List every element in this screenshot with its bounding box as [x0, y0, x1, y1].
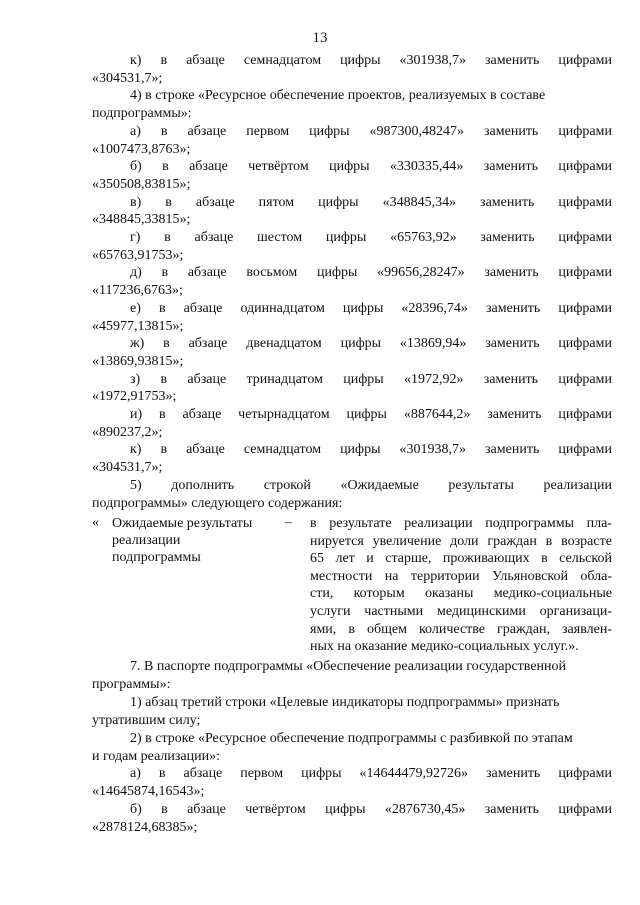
text-line: «304531,7»; — [92, 460, 163, 476]
text-line: 7. В паспорте подпрограммы «Обеспечение реализации государственной — [130, 659, 567, 674]
text-line: в) в абзаце пятом цифры «348845,34» заменить цифрами — [130, 194, 612, 210]
table-right-line: услуги частными медицинскими организаци- — [310, 603, 612, 619]
text-line: к) в абзаце семнадцатом цифры «301938,7» заменить цифрами — [130, 53, 612, 68]
table-right-line: сти, которым оказаны медико-социальные — [310, 586, 612, 602]
table-left-cell — [92, 515, 297, 566]
table-right-line: 65 лет и старше, проживающих в сельской — [310, 551, 612, 567]
text-line: а) в абзаце первом цифры «987300,48247» заменить цифрами — [130, 123, 612, 139]
text-line: а) в абзаце первом цифры «14644479,92726» заменить цифрами — [130, 766, 612, 782]
table-right-line: нируется увеличение доли граждан в возрасте — [310, 533, 612, 549]
text-line: «348845,33815»; — [92, 212, 191, 228]
table-right-line: ями, в общем количестве граждан, заявлен- — [310, 621, 612, 637]
text-line: подпрограммы» следующего содержания: — [92, 495, 343, 511]
text-line: д) в абзаце восьмом цифры «99656,28247» заменить цифрами — [130, 265, 612, 281]
text-line: «1007473,8763»; — [92, 141, 191, 157]
text-line: «350508,83815»; — [92, 176, 191, 192]
table-dash: – — [285, 515, 292, 530]
text-line: и) в абзаце четырнадцатом цифры «887644,2» заменить цифрами — [130, 407, 612, 422]
table-right-line: ных на оказание медико-социальных услуг.». — [310, 639, 579, 655]
text-line: ж) в абзаце двенадцатом цифры «13869,94» заменить цифрами — [130, 336, 612, 352]
text-line: 4) в строке «Ресурсное обеспечение проектов, реализуемых в составе — [130, 88, 546, 104]
text-line: б) в абзаце четвёртом цифры «2876730,45» заменить цифрами — [130, 802, 612, 818]
text-line: и годам реализации»: — [92, 748, 220, 764]
text-line: утратившим силу; — [92, 712, 201, 728]
text-line: 2) в строке «Ресурсное обеспечение подпрограммы с разбивкой по этапам — [130, 730, 573, 746]
table-left-line: Ожидаемые результаты — [112, 516, 253, 531]
text-line: «2878124,68385»; — [92, 820, 198, 836]
table-left-line: подпрограммы — [112, 550, 201, 565]
text-line: 1) абзац третий строки «Целевые индикаторы подпрограммы» признать — [130, 694, 560, 710]
text-line: б) в абзаце четвёртом цифры «330335,44» заменить цифрами — [130, 159, 612, 175]
text-line: «117236,6763»; — [92, 283, 183, 299]
text-line: «304531,7»; — [92, 70, 163, 86]
text-line: «13869,93815»; — [92, 353, 184, 369]
table-open-quote: « — [92, 515, 99, 530]
text-line: «890237,2»; — [92, 424, 163, 440]
table-right-cell — [310, 515, 612, 656]
table-right-line: в результате реализации подпрограммы пла- — [310, 516, 612, 531]
text-line: «65763,91753»; — [92, 247, 184, 263]
text-line: «45977,13815»; — [92, 318, 184, 334]
table-right-line: местности на территории Ульяновской обла- — [310, 568, 612, 584]
page-number: 13 — [312, 30, 328, 46]
text-line: программы»: — [92, 676, 171, 692]
text-line: к) в абзаце семнадцатом цифры «301938,7» заменить цифрами — [130, 442, 612, 458]
text-line: г) в абзаце шестом цифры «65763,92» заменить цифрами — [130, 230, 612, 245]
text-line: 5) дополнить строкой «Ожидаемые результаты реализации — [130, 477, 612, 493]
table-left-line: реализации — [112, 533, 181, 548]
text-line: з) в абзаце тринадцатом цифры «1972,92» заменить цифрами — [130, 371, 612, 387]
text-line: е) в абзаце одиннадцатом цифры «28396,74» заменить цифрами — [130, 300, 612, 316]
text-line: «14645874,16543»; — [92, 784, 205, 800]
text-line: «1972,91753»; — [92, 389, 177, 405]
text-line: подпрограммы»: — [92, 106, 192, 122]
